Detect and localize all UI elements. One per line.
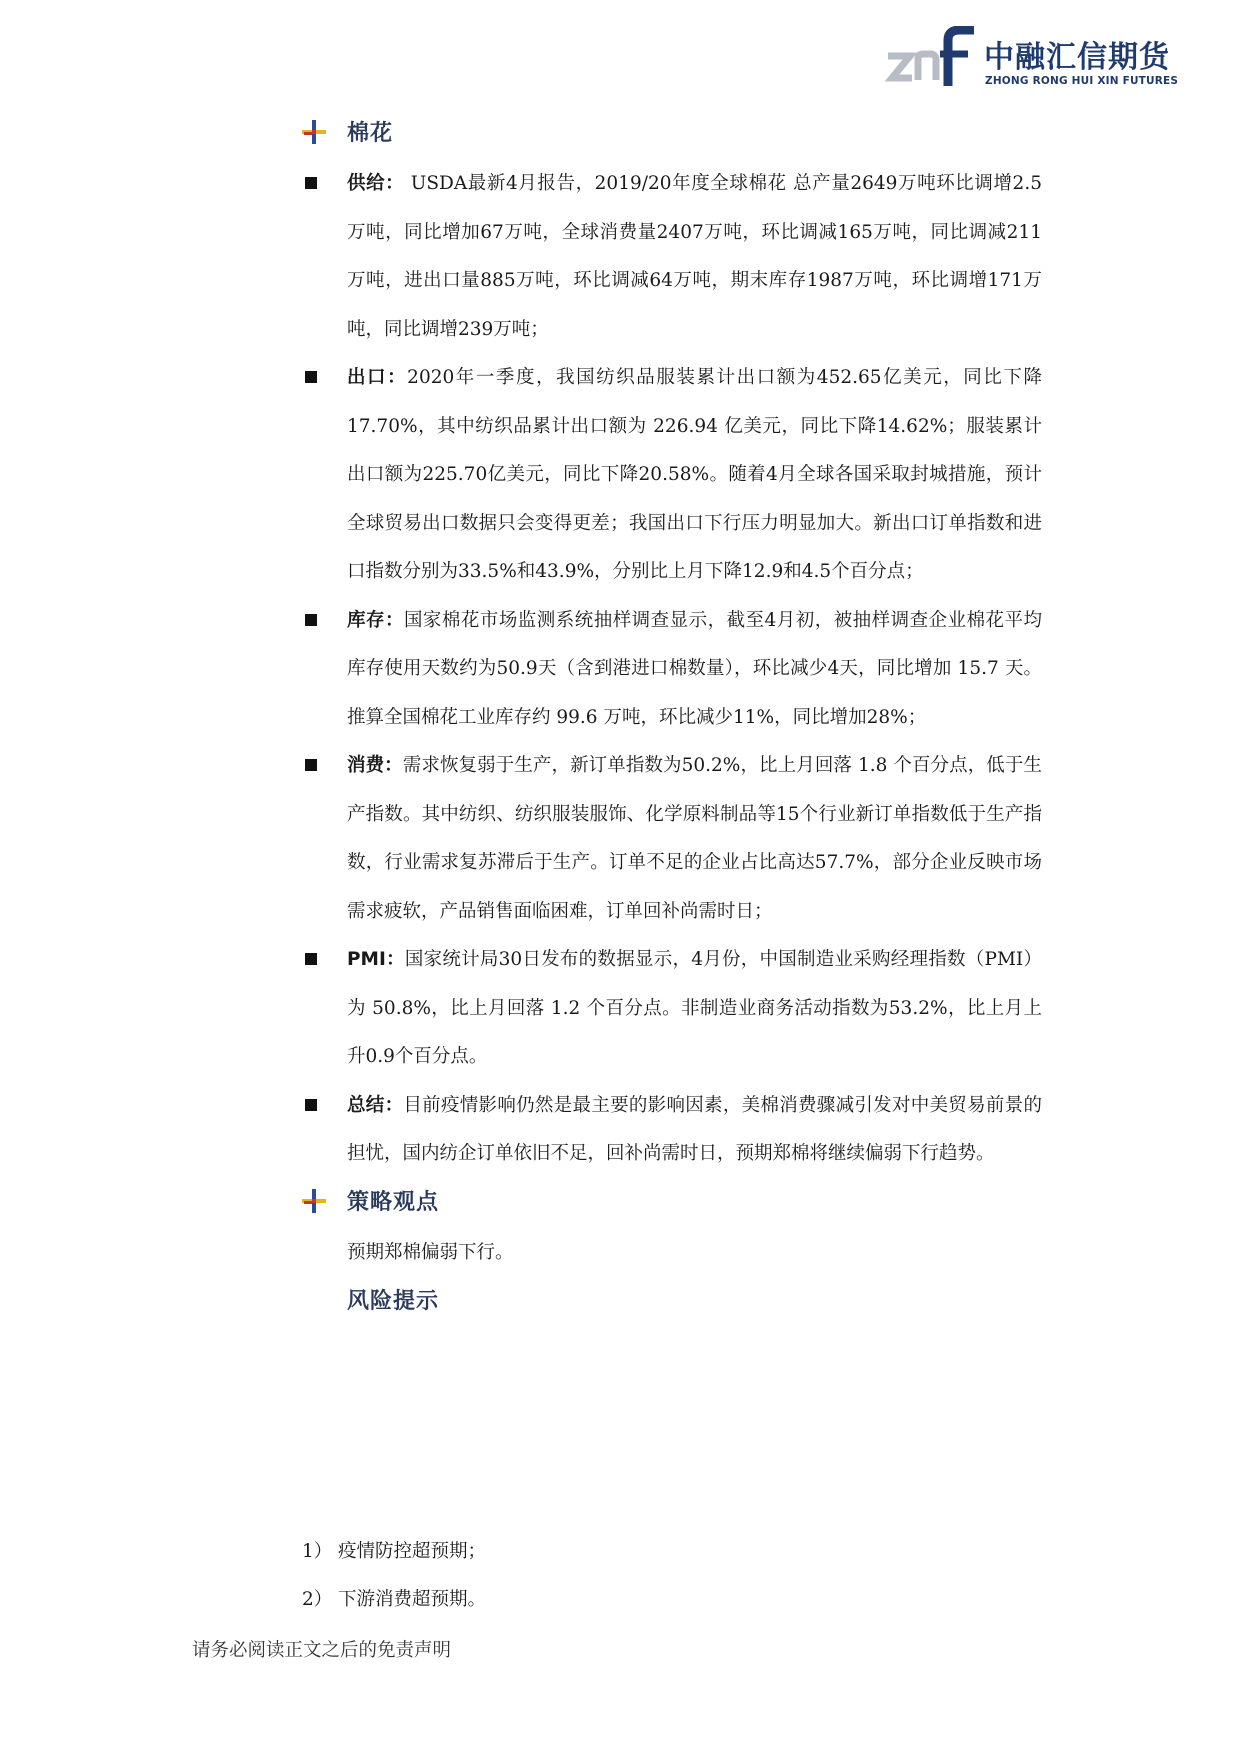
risk-title: 风险提示	[347, 1288, 440, 1314]
risk-list	[302, 1528, 486, 1624]
section-title: 策略观点	[347, 1189, 440, 1215]
strategy-text: 预期郑棉偏弱下行。	[347, 1241, 514, 1263]
square-bullet-icon	[305, 953, 317, 965]
bullet-text: 国家统计局30日发布的数据显示，4月份，中国制造业采购经理指数（PMI）为 50.8%，比上月回落 1.2 个百分点。非制造业商务活动指数为53.2%，比上月上升0.9个百分点。	[347, 949, 1042, 1067]
square-bullet-icon	[305, 1099, 317, 1111]
bullet-item	[302, 742, 1042, 936]
bullet-text: 国家棉花市场监测系统抽样调查显示，截至4月初，被抽样调查企业棉花平均库存使用天数约为50.9天（含到港进口棉数量），环比减少4天，同比增加 15.7 天。推算全国棉花工业库存约 99.6 万吨，环比减少11%，同比增加28%；	[347, 609, 1042, 728]
list-item	[302, 1528, 486, 1576]
bullet-item	[302, 936, 1042, 1082]
bullet-label: 出口：	[347, 367, 408, 388]
bullet-text: 2020年一季度，我国纺织品服装累计出口额为452.65亿美元，同比下降 17.70%，其中纺织品累计出口额为 226.94 亿美元，同比下降14.62%；服装累计出口额为225.70亿美元，同比下降20.58%。随着4月全球各国采取封城措施，预计全球贸易出口数据只会变得更差；我国出口下行压力明显加大。新出口订单指数和进口指数分别为33.5%和43.9%，分别比上月下降12.9和4.5个百分点；	[347, 367, 1042, 582]
footer-disclaimer: 请务必阅读正文之后的免责声明	[192, 1640, 452, 1661]
znf-logo-mark-icon	[884, 26, 980, 92]
square-bullet-icon	[305, 177, 317, 189]
bullet-label: PMI：	[347, 949, 405, 970]
logo-english-name: ZHONG RONG HUI XIN FUTURES	[985, 75, 1179, 87]
bullet-item	[302, 597, 1042, 743]
list-text: 疫情防控超预期；	[338, 1541, 487, 1562]
list-number: 2）	[302, 1589, 333, 1610]
list-item	[302, 1576, 486, 1624]
bullet-text: USDA最新4月报告，2019/20年度全球棉花 总产量2649万吨环比调增2.5万吨，同比增加67万吨，全球消费量2407万吨，环比调减165万吨，同比调减211万吨，进出口量885万吨，环比调减64万吨，期末库存1987万吨，环比调增171万吨，同比调增239万吨；	[347, 173, 1042, 340]
list-text: 下游消费超预期。	[338, 1589, 487, 1610]
square-bullet-icon	[305, 371, 317, 383]
bullet-item	[302, 160, 1042, 354]
section-marker-icon	[302, 120, 326, 144]
bullet-label: 消费：	[347, 755, 403, 776]
section-title: 棉花	[347, 121, 394, 146]
bullet-item	[302, 1082, 1042, 1179]
section-heading-cotton	[302, 112, 1042, 156]
company-logo	[884, 26, 1184, 96]
bullet-item	[302, 354, 1042, 597]
section-marker-icon	[302, 1189, 326, 1213]
bullet-label: 供给：	[347, 173, 405, 194]
square-bullet-icon	[305, 614, 317, 626]
bullet-text: 需求恢复弱于生产，新订单指数为50.2%，比上月回落 1.8 个百分点，低于生产指数。其中纺织、纺织服装服饰、化学原料制品等15个行业新订单指数低于生产指数，行业需求复苏滞后于生产。订单不足的企业占比高达57.7%，部分企业反映市场需求疲软，产品销售面临困难，订单回补尚需时日；	[347, 755, 1042, 922]
bullet-text: 目前疫情影响仍然是最主要的影响因素，美棉消费骤减引发对中美贸易前景的担忧，国内纺企订单依旧不足，回补尚需时日，预期郑棉将继续偏弱下行趋势。	[347, 1094, 1042, 1164]
square-bullet-icon	[305, 759, 317, 771]
bullet-label: 库存：	[347, 609, 404, 631]
list-number: 1）	[302, 1541, 333, 1562]
report-body	[302, 112, 1042, 1325]
logo-chinese-name: 中融汇信期货	[984, 40, 1170, 75]
section-heading-strategy	[302, 1181, 1042, 1225]
bullet-label: 总结：	[347, 1094, 404, 1116]
